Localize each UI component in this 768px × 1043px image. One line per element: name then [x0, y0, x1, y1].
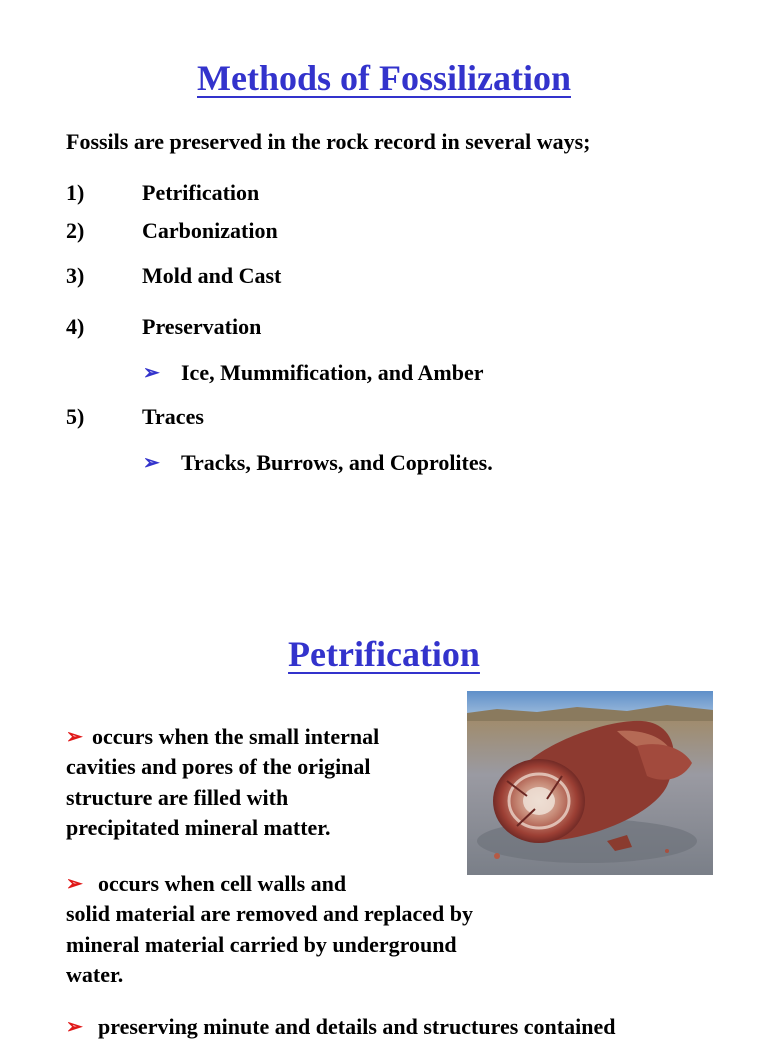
petrified-wood-photo — [467, 691, 713, 875]
arrow-bullet-icon: ➢ — [143, 452, 160, 474]
slide1-title: Methods of Fossilization — [197, 58, 571, 98]
bullet-text-line: solid material are removed and replaced by — [66, 901, 473, 926]
bullet-text-line: occurs when cell walls and — [98, 871, 347, 896]
bullet-text-line: structure are filled with — [66, 785, 289, 810]
list-item-preservation: Preservation — [142, 314, 262, 339]
list-item-carbonization: Carbonization — [142, 218, 278, 243]
arrow-bullet-icon: ➢ — [143, 362, 160, 384]
arrow-bullet-icon: ➢ — [66, 1016, 83, 1038]
list-item-number: 2) — [66, 218, 85, 243]
bullet-text-line: mineral material carried by underground — [66, 932, 457, 957]
slide1-intro: Fossils are preserved in the rock record in several ways; — [66, 129, 591, 154]
sub-item-preservation-types: Ice, Mummification, and Amber — [181, 360, 484, 385]
list-item-number: 4) — [66, 314, 85, 339]
sub-item-trace-types: Tracks, Burrows, and Coprolites. — [181, 450, 493, 475]
list-item-traces: Traces — [142, 404, 204, 429]
bullet-text-line: preserving minute and details and structures contained — [98, 1014, 616, 1039]
list-item-number: 3) — [66, 263, 85, 288]
bullet-text-line: occurs when the small internal — [92, 724, 380, 749]
bullet-text-line: water. — [66, 962, 124, 987]
bullet-text-line: precipitated mineral matter. — [66, 815, 331, 840]
bullet-text-line: cavities and pores of the original — [66, 754, 371, 779]
list-item-mold-and-cast: Mold and Cast — [142, 263, 282, 288]
list-item-petrification: Petrification — [142, 180, 260, 205]
slide2-title: Petrification — [288, 634, 480, 674]
petrified-log-image — [467, 691, 713, 875]
arrow-bullet-icon: ➢ — [66, 726, 83, 748]
list-item-number: 1) — [66, 180, 85, 205]
list-item-number: 5) — [66, 404, 85, 429]
arrow-bullet-icon: ➢ — [66, 873, 83, 895]
